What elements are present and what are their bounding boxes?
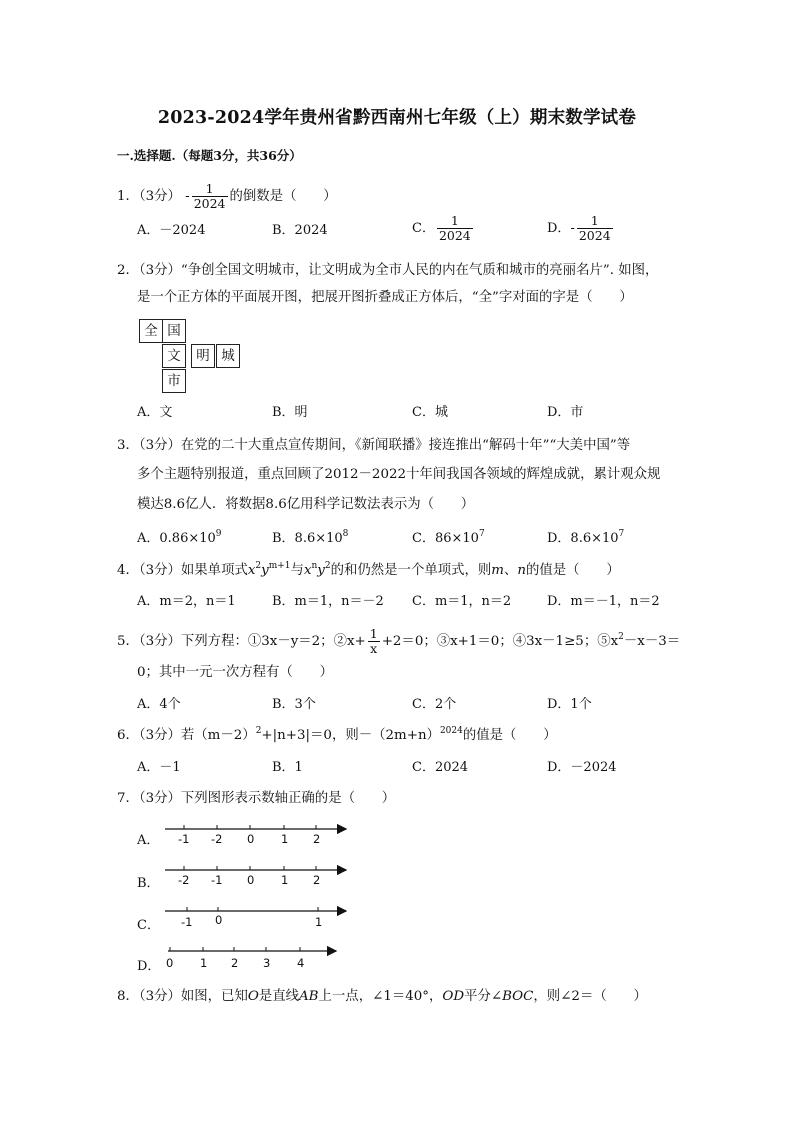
q4-option-d[interactable]: D．m＝－1，n＝2 — [547, 594, 660, 609]
axis-d-tick-3: 3 — [263, 956, 271, 970]
q5-part-b: +2＝0；③x+1＝0；④3x－1≥5；⑤x — [381, 634, 619, 649]
q8-part-d: 平分∠ — [464, 989, 503, 1004]
q2-option-b[interactable]: B．明 — [272, 405, 308, 420]
q6-option-d[interactable]: D．－2024 — [547, 760, 617, 775]
q8-part-e: ，则∠2＝（ ） — [533, 989, 647, 1004]
q4-lead: 4．（3分）如果单项式 — [117, 563, 248, 578]
q4-x2-exp: n — [311, 561, 318, 571]
axis-d-tick-4: 4 — [297, 956, 305, 970]
q5-option-d[interactable]: D．1个 — [547, 697, 592, 712]
q1-optd-num: 1 — [590, 213, 599, 228]
q6-part-c: 的值是（ ） — [462, 728, 557, 743]
question-4 — [117, 562, 620, 580]
q5-option-b[interactable]: B．3个 — [272, 697, 316, 712]
net-cell-wen: 文 — [162, 344, 186, 368]
q6-option-b[interactable]: B．1 — [272, 760, 303, 775]
net-cell-quan: 全 — [139, 319, 163, 343]
q4-y1: y — [261, 563, 269, 578]
q3-opt-b-exp: 8 — [342, 529, 349, 539]
q1-option-b[interactable]: B．2024 — [272, 223, 328, 238]
q1-option-c[interactable] — [412, 214, 475, 243]
q5-part-c: －x－3＝ — [623, 634, 681, 649]
axis-d — [166, 947, 336, 970]
q3-line-1: 3．（3分）在党的二十大重点宣传期间，《新闻联播》接连推出“解码十年”“大美中国”等 — [117, 438, 631, 453]
question-5 — [117, 627, 680, 656]
q3-option-d[interactable] — [547, 530, 624, 548]
q3-opt-a-text: A．0.86×10 — [137, 531, 216, 546]
q7-option-b-label[interactable]: B． — [137, 876, 160, 891]
q1-fraction — [192, 182, 228, 211]
q8-o: O — [247, 989, 259, 1004]
axis-c-tick-1: 0 — [215, 913, 223, 927]
q4-y1-exp: m+1 — [268, 561, 291, 571]
axis-a-tick-1: -2 — [211, 832, 223, 846]
cube-net-figure — [139, 319, 241, 394]
q3-line-3: 模达8.6亿人．将数据8.6亿用科学记数法表示为（ ） — [137, 497, 475, 512]
q2-option-a[interactable]: A．文 — [137, 405, 173, 420]
axis-b-tick-0: -2 — [178, 873, 190, 887]
page-title: 2023-2024学年贵州省黔西南州七年级（上）期末数学试卷 — [157, 108, 637, 128]
q4-x1-exp: 2 — [255, 561, 262, 571]
q4-tail: 的和仍然是一个单项式，则 — [330, 563, 492, 578]
q7-text: 7．（3分）下列图形表示数轴正确的是（ ） — [117, 791, 396, 806]
net-cell-cheng: 城 — [216, 344, 240, 368]
q4-option-a[interactable]: A．m＝2，n＝1 — [137, 594, 236, 609]
q7-option-a-label[interactable]: A． — [137, 833, 160, 848]
q5-option-a[interactable]: A．4个 — [137, 697, 181, 712]
q1-frac-num: 1 — [205, 181, 214, 196]
question-1 — [117, 182, 337, 211]
number-axis-figures — [160, 818, 360, 978]
q1-option-d[interactable] — [547, 214, 615, 243]
q8-part-a: 8．（3分）如图，已知 — [117, 989, 248, 1004]
q3-opt-c-exp: 7 — [478, 529, 485, 539]
q3-option-c[interactable] — [412, 530, 485, 548]
section-heading: 一.选择题.（每题3分，共36分） — [117, 148, 302, 163]
axis-d-tick-1: 1 — [200, 956, 208, 970]
q7-option-d-label[interactable]: D． — [137, 959, 161, 974]
q8-part-b: 是直线 — [258, 989, 300, 1004]
q5-exp: 2 — [618, 632, 624, 642]
q6-part-a: 6．（3分）若（m－2） — [117, 728, 256, 743]
q4-m: m — [491, 563, 504, 578]
axis-b-tick-4: 2 — [313, 873, 321, 887]
question-8 — [117, 988, 647, 1006]
axis-d-tick-2: 2 — [231, 956, 239, 970]
q2-line-2: 是一个正方体的平面展开图，把展开图折叠成正方体后，“全”字对面的字是（ ） — [137, 290, 633, 305]
axis-a — [165, 825, 346, 846]
q5-frac-den: x — [368, 641, 380, 656]
q1-optd-minus: - — [570, 220, 575, 236]
q1-frac-den: 2024 — [193, 196, 226, 211]
net-cell-guo: 国 — [162, 319, 186, 343]
q4-n: n — [517, 563, 527, 578]
q1-optd-den: 2024 — [578, 228, 611, 243]
q2-option-d[interactable]: D．市 — [547, 405, 584, 420]
q5-part-a: 5．（3分）下列方程：①3x－y＝2；②x+ — [117, 634, 366, 649]
q1-option-d-label: D． — [547, 221, 571, 236]
axis-b-tick-1: -1 — [211, 873, 223, 887]
q1-text: 的倒数是（ ） — [229, 189, 337, 204]
q1-option-d-fraction — [577, 214, 613, 243]
q1-option-c-fraction — [437, 214, 473, 243]
net-cell-shi: 市 — [162, 369, 186, 393]
q2-option-c[interactable]: C．城 — [412, 405, 448, 420]
net-cell-ming: 明 — [191, 344, 215, 368]
q4-y2-exp: 2 — [324, 561, 331, 571]
q8-part-c: 上一点，∠1＝40°， — [318, 989, 443, 1004]
q1-option-c-label: C． — [412, 221, 435, 236]
q3-opt-d-exp: 7 — [618, 529, 625, 539]
q5-frac-num: 1 — [369, 626, 378, 641]
q3-opt-c-text: C．86×10 — [412, 531, 479, 546]
q6-option-c[interactable]: C．2024 — [412, 760, 469, 775]
q3-opt-a-exp: 9 — [215, 529, 222, 539]
q4-end: 的值是（ ） — [526, 563, 620, 578]
q1-number: 1．（3分） — [117, 189, 181, 204]
axis-c-tick-0: -1 — [181, 915, 193, 929]
q5-option-c[interactable]: C．2个 — [412, 697, 457, 712]
q8-ab: AB — [299, 989, 319, 1004]
axis-d-tick-0: 0 — [166, 956, 174, 970]
q8-od: OD — [442, 989, 465, 1004]
axis-b-tick-2: 0 — [247, 873, 255, 887]
q1-option-a[interactable]: A．－2024 — [137, 223, 206, 238]
q4-x1: x — [247, 563, 256, 578]
q8-boc: BOC — [502, 989, 534, 1004]
q4-and: 与 — [290, 563, 304, 578]
q4-x2: x — [303, 563, 312, 578]
q1-optc-den: 2024 — [438, 228, 471, 243]
question-6 — [117, 727, 557, 745]
q3-option-b[interactable] — [272, 530, 348, 548]
q4-y2: y — [317, 563, 325, 578]
axis-b-tick-3: 1 — [281, 873, 289, 887]
axis-a-tick-0: -1 — [178, 832, 190, 846]
q5-line-2: 0；其中一元一次方程有（ ） — [137, 665, 333, 680]
q3-opt-d-text: D．8.6×10 — [547, 531, 619, 546]
q4-option-c[interactable]: C．m＝1，n＝2 — [412, 594, 512, 609]
q1-minus: - — [185, 188, 190, 204]
axis-a-tick-3: 1 — [281, 832, 289, 846]
q2-line-1: 2．（3分）“争创全国文明城市，让文明成为全市人民的内在气质和城市的亮丽名片”. 如图， — [117, 263, 659, 278]
q3-option-a[interactable] — [137, 530, 222, 548]
q3-line-2: 多个主题特别报道，重点回顾了2012－2022十年间我国各领域的辉煌成就，累计观众规 — [137, 467, 661, 482]
q6-part-b: +|n+3|＝0，则－（2m+n） — [261, 728, 440, 743]
q6-exp-1: 2 — [255, 726, 262, 736]
q1-optc-num: 1 — [450, 213, 459, 228]
q4-option-b[interactable]: B．m＝1，n＝－2 — [272, 594, 384, 609]
q7-option-c-label[interactable]: C． — [137, 918, 160, 933]
q3-opt-b-text: B．8.6×10 — [272, 531, 343, 546]
axis-a-tick-2: 0 — [247, 832, 255, 846]
q5-fraction — [368, 627, 380, 656]
axis-b — [165, 866, 346, 887]
q4-sep: 、 — [504, 563, 518, 578]
axis-a-tick-4: 2 — [313, 832, 321, 846]
q6-option-a[interactable]: A．－1 — [137, 760, 181, 775]
q6-exp-2: 2024 — [439, 726, 463, 736]
axis-c — [165, 907, 346, 929]
axis-c-tick-2: 1 — [315, 915, 323, 929]
